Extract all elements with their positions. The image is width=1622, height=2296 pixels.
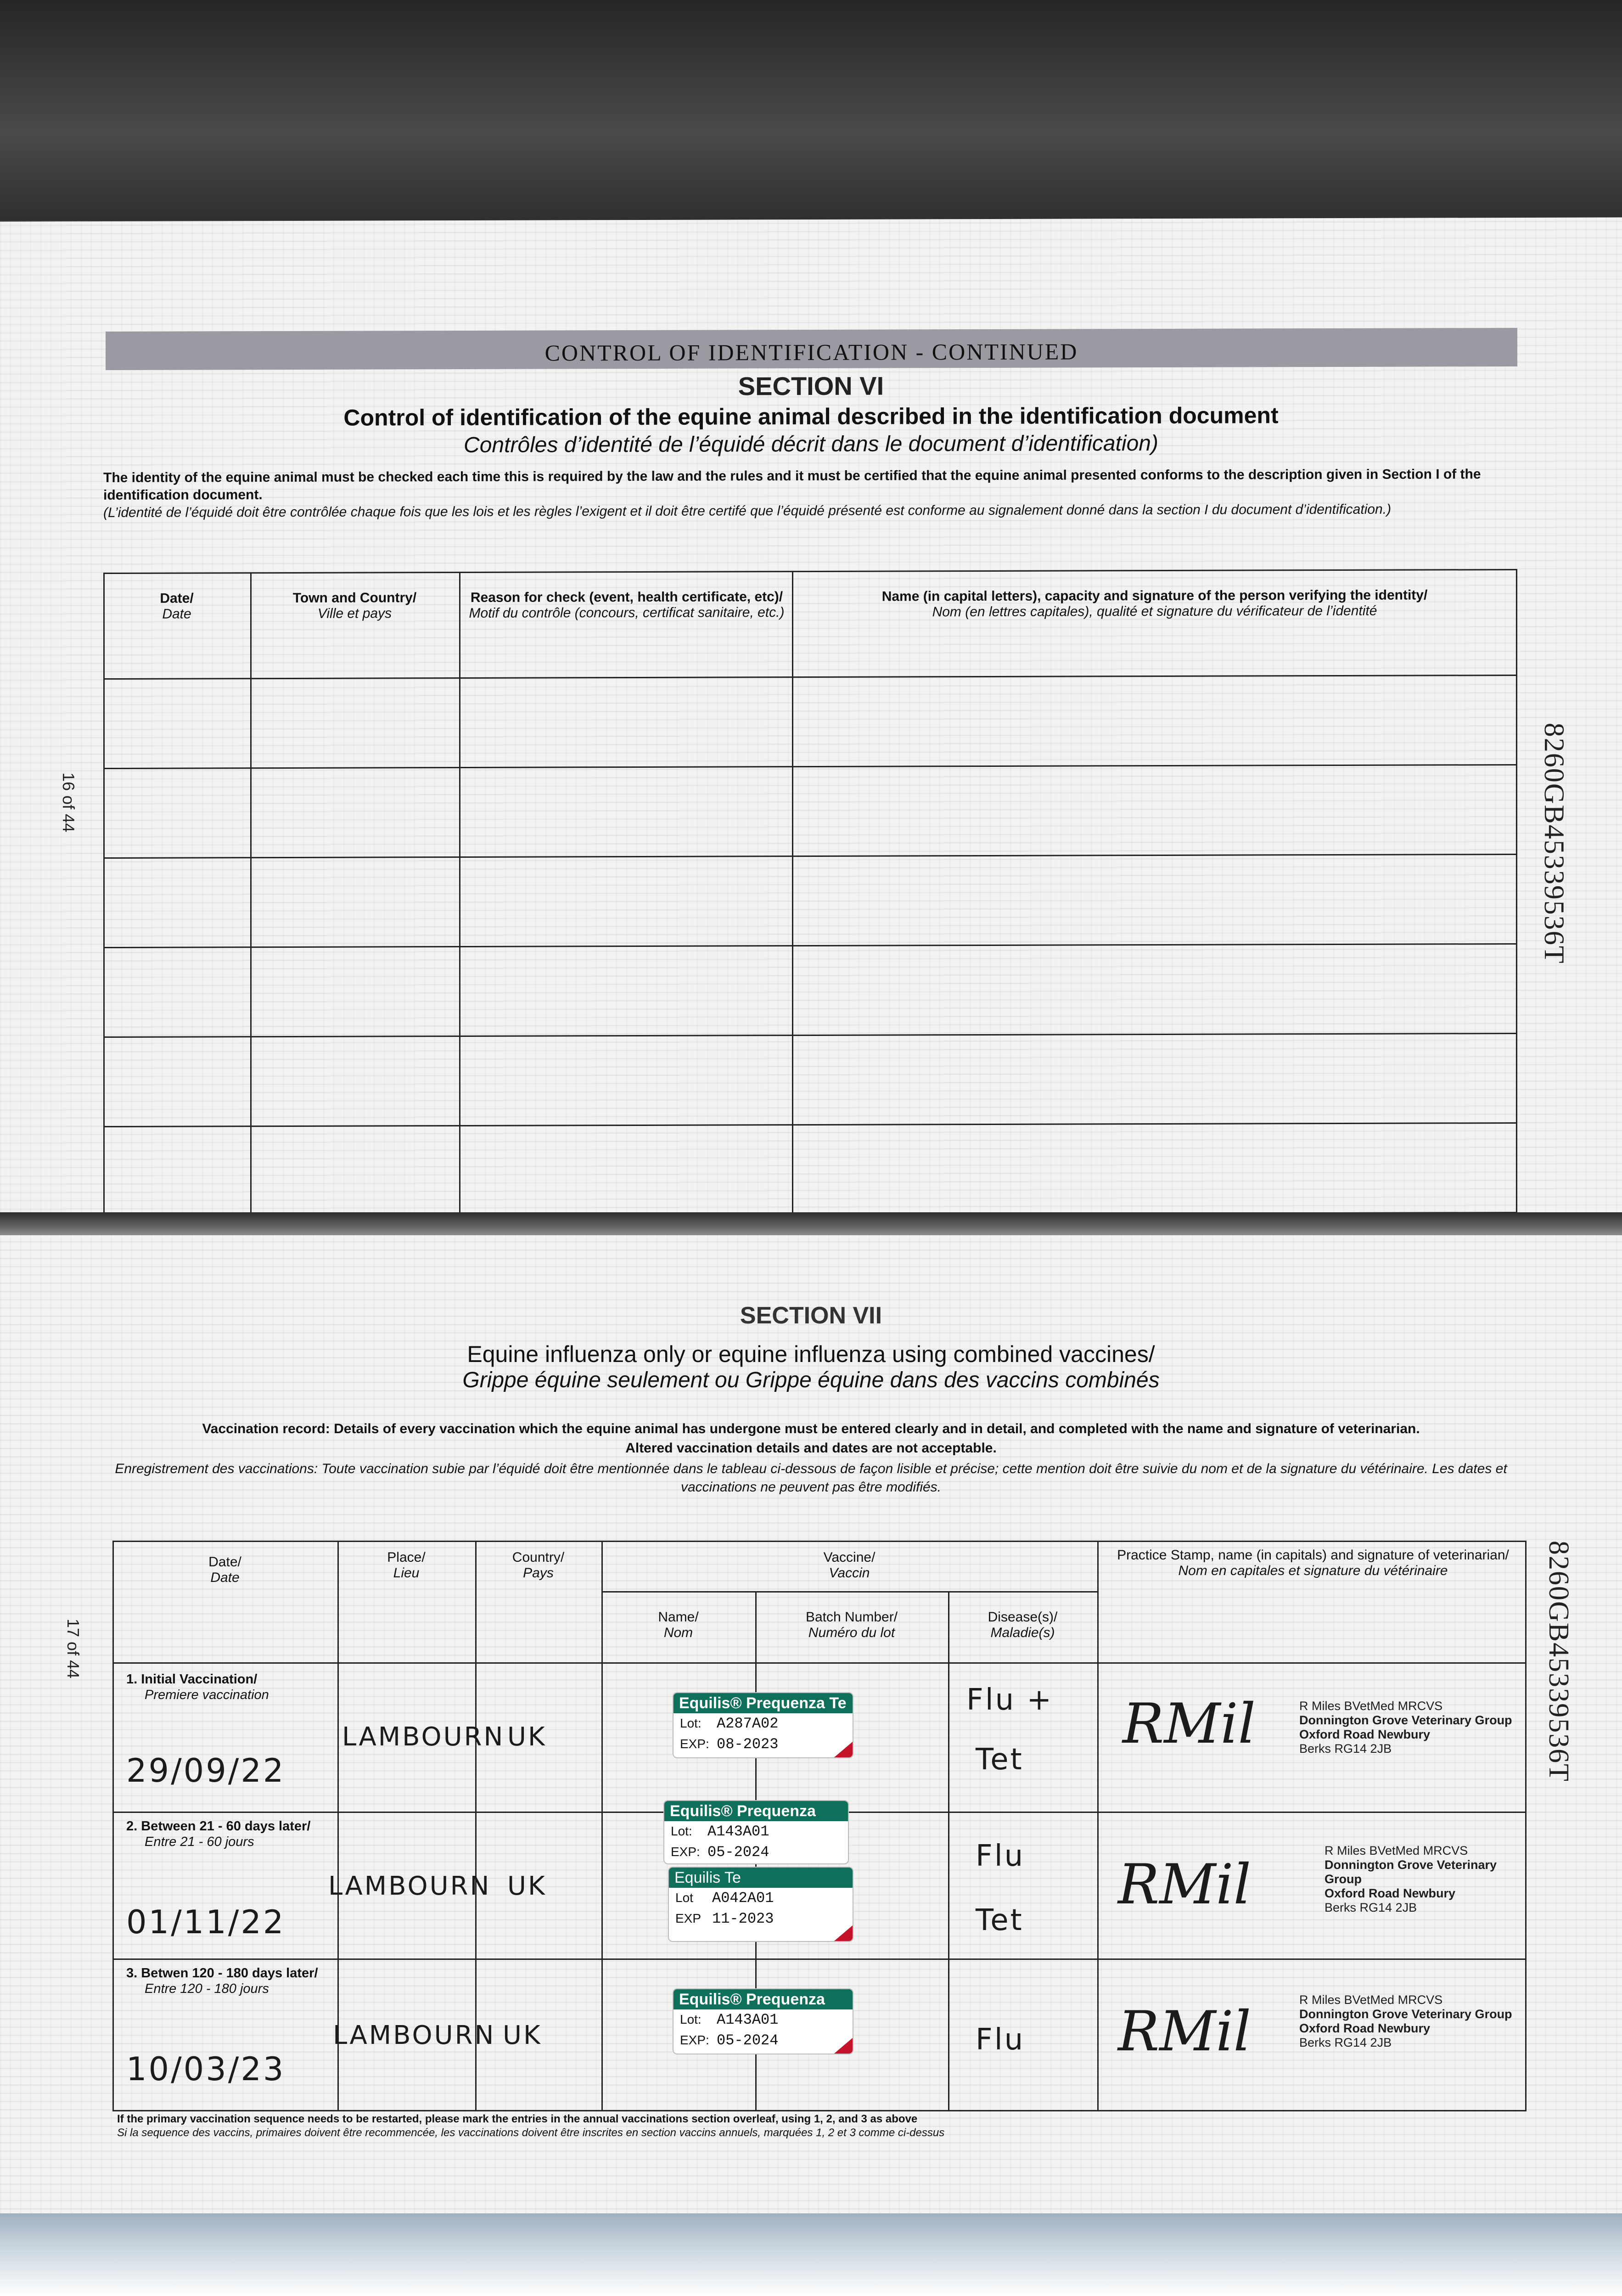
col-reason: Reason for check (event, health certificate, etc)/ Motif du contrôle (concours, certificat sanitaire, etc.) xyxy=(469,589,785,621)
vaccination-date-1: 29/09/22 xyxy=(126,1752,286,1790)
identity-check-table xyxy=(103,569,1517,1218)
passport-id-bottom: 8260GB45339536T xyxy=(1543,1541,1574,1782)
row-label-3: 3. Betwen 120 - 180 days later/ Entre 120 - 180 jours xyxy=(126,1966,318,1996)
row-label-2: 2. Between 21 - 60 days later/ Entre 21 - 60 jours xyxy=(126,1819,311,1849)
section-vii-title-fr: Grippe équine seulement ou Grippe équine dans des vaccins combinés xyxy=(462,1368,1160,1392)
section-vii-heading: SECTION VII xyxy=(740,1302,882,1329)
section-vi-intro xyxy=(103,466,1499,522)
col-vaccine: Vaccine/ Vaccin xyxy=(823,1550,876,1581)
vaccination-date-2: 01/11/22 xyxy=(126,1903,286,1941)
vaccination-table xyxy=(112,1541,1527,2110)
vaccine-sticker-2a: Equilis® Prequenza Lot: A143A01 EXP: 05-2024 xyxy=(663,1800,849,1864)
row-label-1: 1. Initial Vaccination/ Premiere vaccination xyxy=(126,1672,269,1702)
col-place: Place/ Lieu xyxy=(387,1550,426,1581)
passport-id-top: 8260GB45339536T xyxy=(1538,722,1570,964)
col-date: Date/ Date xyxy=(208,1554,241,1585)
practice-stamp-3: R Miles BVetMed MRCVS Donnington Grove Veterinary Group Oxford Road Newbury Berks RG14 2JB xyxy=(1299,1993,1512,2049)
disease-1a: Flu + xyxy=(966,1683,1054,1717)
section-vi-title-fr: Contrôles d’identité de l’équidé décrit dans le document d’identification) xyxy=(464,431,1158,457)
vaccine-sticker-2b: Equilis Te Lot A042A01 EXP 11-2023 xyxy=(668,1867,853,1942)
disease-3a: Flu xyxy=(976,2023,1025,2057)
page-number-17: 17 of 44 xyxy=(64,1619,83,1679)
footnote-fr: Si la sequence des vaccins, primaires doivent être recommencée, les vaccinations doivent être inscrites en section vaccins annuels, marquées 1, 2 et 3 comme ci-dessus xyxy=(117,2127,945,2139)
col-practice-stamp: Practice Stamp, name (in capitals) and signature of veterinarian/ Nom en capitales et signature du vétérinaire xyxy=(1117,1548,1509,1578)
vaccination-intro-en: Vaccination record: Details of every vaccination which the equine animal has undergone must be entered clearly and in detail, and completed with the name and signature of veterinarian. xyxy=(202,1421,1420,1436)
vet-signature-2: RMil xyxy=(1118,1853,1251,1917)
vet-signature-1: RMil xyxy=(1122,1692,1256,1756)
vaccination-country-1: UK xyxy=(507,1722,547,1752)
vaccination-date-3: 10/03/23 xyxy=(126,2050,286,2088)
intro-fr: (L’identité de l’équidé doit être contrôlée chaque fois que les lois et les règles l’exigent et il doit être certifé que l’équidé présenté est conforme au signalement donné dans la section I du document d’identification.) xyxy=(103,501,1392,521)
practice-stamp-2: R Miles BVetMed MRCVS Donnington Grove Veterinary Group Oxford Road Newbury Berks RG14 2JB xyxy=(1325,1844,1497,1914)
disease-1b: Tet xyxy=(976,1743,1024,1777)
vaccination-country-2: UK xyxy=(507,1871,547,1901)
vet-signature-3: RMil xyxy=(1118,2000,1251,2064)
page-number-16: 16 of 44 xyxy=(59,772,78,833)
col-disease: Disease(s)/ Maladie(s) xyxy=(988,1609,1058,1640)
section-vi-heading: SECTION VI xyxy=(738,371,884,401)
disease-2b: Tet xyxy=(976,1903,1024,1937)
col-country: Country/ Pays xyxy=(512,1550,565,1581)
scanner-background xyxy=(0,0,1622,220)
col-verifier: Name (in capital letters), capacity and signature of the person verifying the identity/ Nom (en lettres capitales), qualité et signature du vérificateur de l’identité xyxy=(881,587,1428,620)
intro-en: The identity of the equine animal must be checked each time this is required by the law and the rules and it must be certified that the equine animal presented conforms to the description given in Section I of the identification document. xyxy=(103,467,1481,503)
passport-page-16 xyxy=(0,217,1622,1218)
col-vaccine-name: Name/ Nom xyxy=(658,1609,699,1640)
col-batch: Batch Number/ Numéro du lot xyxy=(805,1609,898,1640)
vaccination-place-3: LAMBOURN xyxy=(333,2020,496,2050)
vaccination-place-2: LAMBOURN xyxy=(328,1871,491,1901)
col-date: Date/ Date xyxy=(160,591,194,622)
col-town-country: Town and Country/ Ville et pays xyxy=(292,590,417,621)
section-vi-title-en: Control of identification of the equine animal described in the identification document xyxy=(343,402,1279,431)
practice-stamp-1: R Miles BVetMed MRCVS Donnington Grove Veterinary Group Oxford Road Newbury Berks RG14 2JB xyxy=(1299,1699,1512,1756)
disease-2a: Flu xyxy=(976,1839,1025,1873)
vaccination-intro-en-2: Altered vaccination details and dates are not acceptable. xyxy=(625,1441,997,1456)
vaccine-sticker-3: Equilis® Prequenza Lot: A143A01 EXP: 05-2024 xyxy=(673,1988,853,2054)
vaccine-sticker-1: Equilis® Prequenza Te Lot: A287A02 EXP: 08-2023 xyxy=(673,1692,853,1758)
page-edge xyxy=(0,2213,1622,2296)
vaccination-intro-fr: Enregistrement des vaccinations: Toute vaccination subie par l’équidé doit être mentionnée dans le tableau ci-dessous de façon lisible et précise; cette mention doit être suivie du nom et de la signature du vétérinaire. Les dates et vaccinations ne peuvent pas être modifiés. xyxy=(115,1461,1507,1495)
vaccination-place-1: LAMBOURN xyxy=(342,1722,505,1752)
vaccination-country-3: UK xyxy=(503,2020,542,2050)
footnote-en: If the primary vaccination sequence needs to be restarted, please mark the entries in the annual vaccinations section overleaf, using 1, 2, and 3 as above xyxy=(117,2113,918,2125)
passport-page-17 xyxy=(0,1235,1622,2218)
section-banner: CONTROL OF IDENTIFICATION - CONTINUED xyxy=(106,328,1517,370)
section-vii-title-en: Equine influenza only or equine influenza using combined vaccines/ xyxy=(467,1341,1155,1367)
